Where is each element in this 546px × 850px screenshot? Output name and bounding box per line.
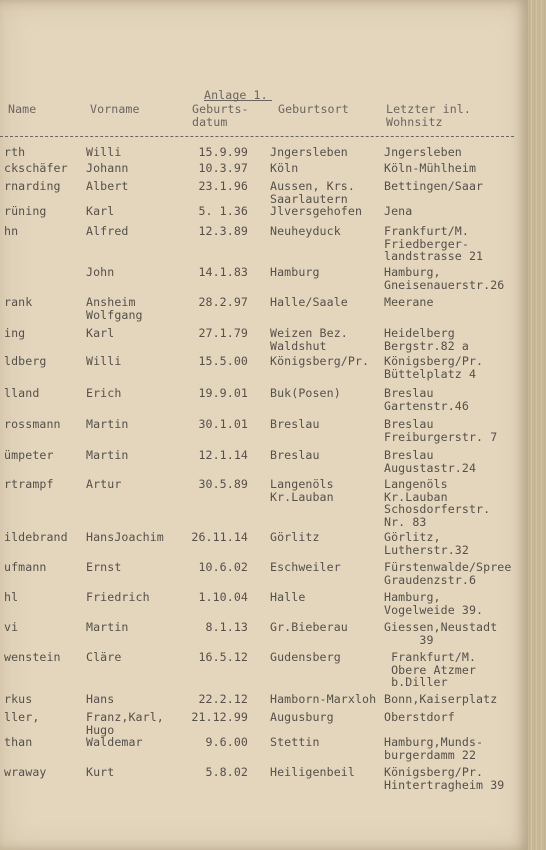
annex-title-underline bbox=[204, 100, 272, 101]
cell-vorname: Martin bbox=[86, 448, 129, 462]
cell-vorname: Kurt bbox=[86, 765, 115, 779]
cell-vorname: Erich bbox=[86, 386, 122, 400]
cell-geburtsdatum: 12.3.89 bbox=[198, 224, 248, 238]
page-edge bbox=[528, 0, 546, 850]
table-row bbox=[0, 650, 528, 689]
cell-name: ller, bbox=[4, 710, 40, 724]
cell-name: rkus bbox=[4, 692, 33, 706]
cell-wohnsitz: Jngersleben bbox=[384, 145, 462, 159]
table-row bbox=[0, 161, 528, 175]
cell-geburtsdatum: 9.6.00 bbox=[205, 735, 248, 749]
cell-name: ldberg bbox=[4, 354, 47, 368]
cell-vorname: Friedrich bbox=[86, 590, 150, 604]
cell-geburtsdatum: 19.9.01 bbox=[198, 386, 248, 400]
cell-geburtsdatum: 10.3.97 bbox=[198, 161, 248, 175]
cell-vorname: Martin bbox=[86, 620, 129, 634]
cell-geburtsort: Hamborn-Marxloh bbox=[270, 692, 377, 706]
cell-wohnsitz: Giessen,Neustadt 39 bbox=[384, 620, 498, 647]
cell-name: hl bbox=[4, 590, 19, 604]
cell-geburtsort: Stettin bbox=[270, 735, 320, 749]
cell-wohnsitz: Köln-Mühlheim bbox=[384, 161, 477, 175]
cell-geburtsdatum: 15.9.99 bbox=[198, 145, 248, 159]
table-row bbox=[0, 448, 528, 475]
cell-wohnsitz: Oberstdorf bbox=[384, 710, 455, 724]
cell-wohnsitz: Königsberg/Pr. Büttelplatz 4 bbox=[384, 354, 484, 381]
cell-name: rtrampf bbox=[4, 477, 54, 491]
table-row bbox=[0, 765, 528, 792]
cell-vorname: John bbox=[86, 265, 115, 279]
cell-geburtsort: Heiligenbeil bbox=[270, 765, 355, 779]
cell-vorname: Willi bbox=[86, 145, 122, 159]
table-row bbox=[0, 224, 528, 263]
table-row bbox=[0, 692, 528, 706]
cell-vorname: Karl bbox=[86, 204, 115, 218]
cell-geburtsdatum: 27.1.79 bbox=[198, 326, 248, 340]
cell-geburtsort: Halle bbox=[270, 590, 306, 604]
cell-wohnsitz: Langenöls Kr.Lauban Schosdorferstr. Nr. 83 bbox=[384, 477, 491, 529]
cell-vorname: HansJoachim bbox=[86, 530, 164, 544]
cell-name: rossmann bbox=[4, 417, 61, 431]
cell-geburtsort: Weizen Bez. Waldshut bbox=[270, 326, 348, 353]
table-row bbox=[0, 179, 528, 206]
cell-geburtsort: Gudensberg bbox=[270, 650, 341, 664]
cell-geburtsort: Hamburg bbox=[270, 265, 320, 279]
header-rule bbox=[0, 136, 514, 137]
cell-name: lland bbox=[4, 386, 40, 400]
cell-vorname: Hans bbox=[86, 692, 115, 706]
cell-geburtsort: Halle/Saale bbox=[270, 295, 348, 309]
table-row bbox=[0, 590, 528, 617]
cell-wohnsitz: Bonn,Kaiserplatz bbox=[384, 692, 498, 706]
cell-geburtsdatum: 10.6.02 bbox=[198, 560, 248, 574]
cell-vorname: Willi bbox=[86, 354, 122, 368]
cell-geburtsort: Aussen, Krs. Saarlautern bbox=[270, 179, 355, 206]
header-wohnsitz: Letzter inl. Wohnsitz bbox=[386, 102, 471, 129]
cell-geburtsdatum: 30.5.89 bbox=[198, 477, 248, 491]
cell-wohnsitz: Görlitz, Lutherstr.32 bbox=[384, 530, 469, 557]
cell-wohnsitz: Jena bbox=[384, 204, 413, 218]
cell-name: ckschäfer bbox=[4, 161, 68, 175]
table-row bbox=[0, 354, 528, 381]
cell-name: rüning bbox=[4, 204, 47, 218]
cell-geburtsdatum: 12.1.14 bbox=[198, 448, 248, 462]
cell-vorname: Cläre bbox=[86, 650, 122, 664]
cell-geburtsort: Eschweiler bbox=[270, 560, 341, 574]
table-row bbox=[0, 530, 528, 557]
table-row bbox=[0, 560, 528, 587]
cell-wohnsitz: Hamburg, Gneisenauerstr.26 bbox=[384, 265, 505, 292]
cell-geburtsdatum: 5. 1.36 bbox=[198, 204, 248, 218]
table-row bbox=[0, 735, 528, 762]
cell-wohnsitz: Hamburg,Munds- burgerdamm 22 bbox=[384, 735, 484, 762]
cell-wohnsitz: Bettingen/Saar bbox=[384, 179, 484, 193]
cell-geburtsort: Jngersleben bbox=[270, 145, 348, 159]
cell-vorname: Alfred bbox=[86, 224, 129, 238]
cell-name: hn bbox=[4, 224, 19, 238]
cell-name: rank bbox=[4, 295, 33, 309]
cell-vorname: Ansheim Wolfgang bbox=[86, 295, 143, 322]
cell-wohnsitz: Meerane bbox=[384, 295, 434, 309]
cell-name: ing bbox=[4, 326, 26, 340]
cell-geburtsort: Buk(Posen) bbox=[270, 386, 341, 400]
cell-wohnsitz: Breslau Augustastr.24 bbox=[384, 448, 477, 475]
cell-geburtsdatum: 16.5.12 bbox=[198, 650, 248, 664]
cell-vorname: Artur bbox=[86, 477, 122, 491]
cell-vorname: Albert bbox=[86, 179, 129, 193]
table-row bbox=[0, 145, 528, 159]
cell-geburtsdatum: 28.2.97 bbox=[198, 295, 248, 309]
cell-vorname: Martin bbox=[86, 417, 129, 431]
cell-geburtsort: Königsberg/Pr. bbox=[270, 354, 370, 368]
cell-wohnsitz: Hamburg, Vogelweide 39. bbox=[384, 590, 484, 617]
cell-geburtsort: Breslau bbox=[270, 417, 320, 431]
cell-name: ildebrand bbox=[4, 530, 68, 544]
cell-geburtsort: Breslau bbox=[270, 448, 320, 462]
table-row bbox=[0, 417, 528, 444]
table-row bbox=[0, 620, 528, 647]
table-row bbox=[0, 386, 528, 413]
cell-wohnsitz: Heidelberg Bergstr.82 a bbox=[384, 326, 469, 353]
header-name: Name bbox=[8, 102, 37, 116]
cell-geburtsort: Augusburg bbox=[270, 710, 334, 724]
table-row bbox=[0, 295, 528, 322]
cell-name: rth bbox=[4, 145, 26, 159]
cell-geburtsdatum: 23.1.96 bbox=[198, 179, 248, 193]
cell-wohnsitz: Breslau Freiburgerstr. 7 bbox=[384, 417, 498, 444]
cell-name: vi bbox=[4, 620, 19, 634]
table-row bbox=[0, 204, 528, 218]
cell-wohnsitz: Breslau Gartenstr.46 bbox=[384, 386, 469, 413]
cell-name: than bbox=[4, 735, 33, 749]
table-row bbox=[0, 710, 528, 737]
cell-name: wraway bbox=[4, 765, 47, 779]
cell-geburtsdatum: 22.2.12 bbox=[198, 692, 248, 706]
table-row bbox=[0, 265, 528, 292]
cell-vorname: Johann bbox=[86, 161, 129, 175]
cell-geburtsdatum: 26.11.14 bbox=[191, 530, 248, 544]
cell-geburtsdatum: 5.8.02 bbox=[205, 765, 248, 779]
table-row bbox=[0, 326, 528, 353]
cell-wohnsitz: Frankfurt/M. Friedberger- landstrasse 21 bbox=[384, 224, 484, 263]
header-geburtsort: Geburtsort bbox=[278, 102, 349, 116]
cell-geburtsort: Neuheyduck bbox=[270, 224, 341, 238]
cell-geburtsdatum: 14.1.83 bbox=[198, 265, 248, 279]
cell-geburtsdatum: 1.10.04 bbox=[198, 590, 248, 604]
cell-geburtsdatum: 30.1.01 bbox=[198, 417, 248, 431]
cell-wohnsitz: Frankfurt/M. Obere Atzmer b.Diller bbox=[391, 650, 477, 689]
cell-name: ümpeter bbox=[4, 448, 54, 462]
cell-vorname: Ernst bbox=[86, 560, 122, 574]
cell-wohnsitz: Fürstenwalde/Spree Graudenzstr.6 bbox=[384, 560, 512, 587]
cell-wohnsitz: Königsberg/Pr. Hintertragheim 39 bbox=[384, 765, 505, 792]
cell-geburtsort: Görlitz bbox=[270, 530, 320, 544]
annex-title: Anlage 1. bbox=[204, 88, 268, 102]
cell-geburtsort: Jlversgehofen bbox=[270, 204, 363, 218]
cell-vorname: Waldemar bbox=[86, 735, 143, 749]
cell-geburtsdatum: 8.1.13 bbox=[205, 620, 248, 634]
cell-geburtsort: Langenöls Kr.Lauban bbox=[270, 477, 334, 504]
cell-name: rnarding bbox=[4, 179, 61, 193]
cell-name: ufmann bbox=[4, 560, 47, 574]
header-vorname: Vorname bbox=[90, 102, 140, 116]
cell-vorname: Franz,Karl, Hugo bbox=[86, 710, 164, 737]
cell-name: wenstein bbox=[4, 650, 61, 664]
table-row bbox=[0, 477, 528, 529]
cell-geburtsdatum: 21.12.99 bbox=[191, 710, 248, 724]
cell-vorname: Karl bbox=[86, 326, 115, 340]
header-geburtsdatum: Geburts- datum bbox=[192, 102, 249, 129]
cell-geburtsdatum: 15.5.00 bbox=[198, 354, 248, 368]
cell-geburtsort: Gr.Bieberau bbox=[270, 620, 348, 634]
cell-geburtsort: Köln bbox=[270, 161, 299, 175]
